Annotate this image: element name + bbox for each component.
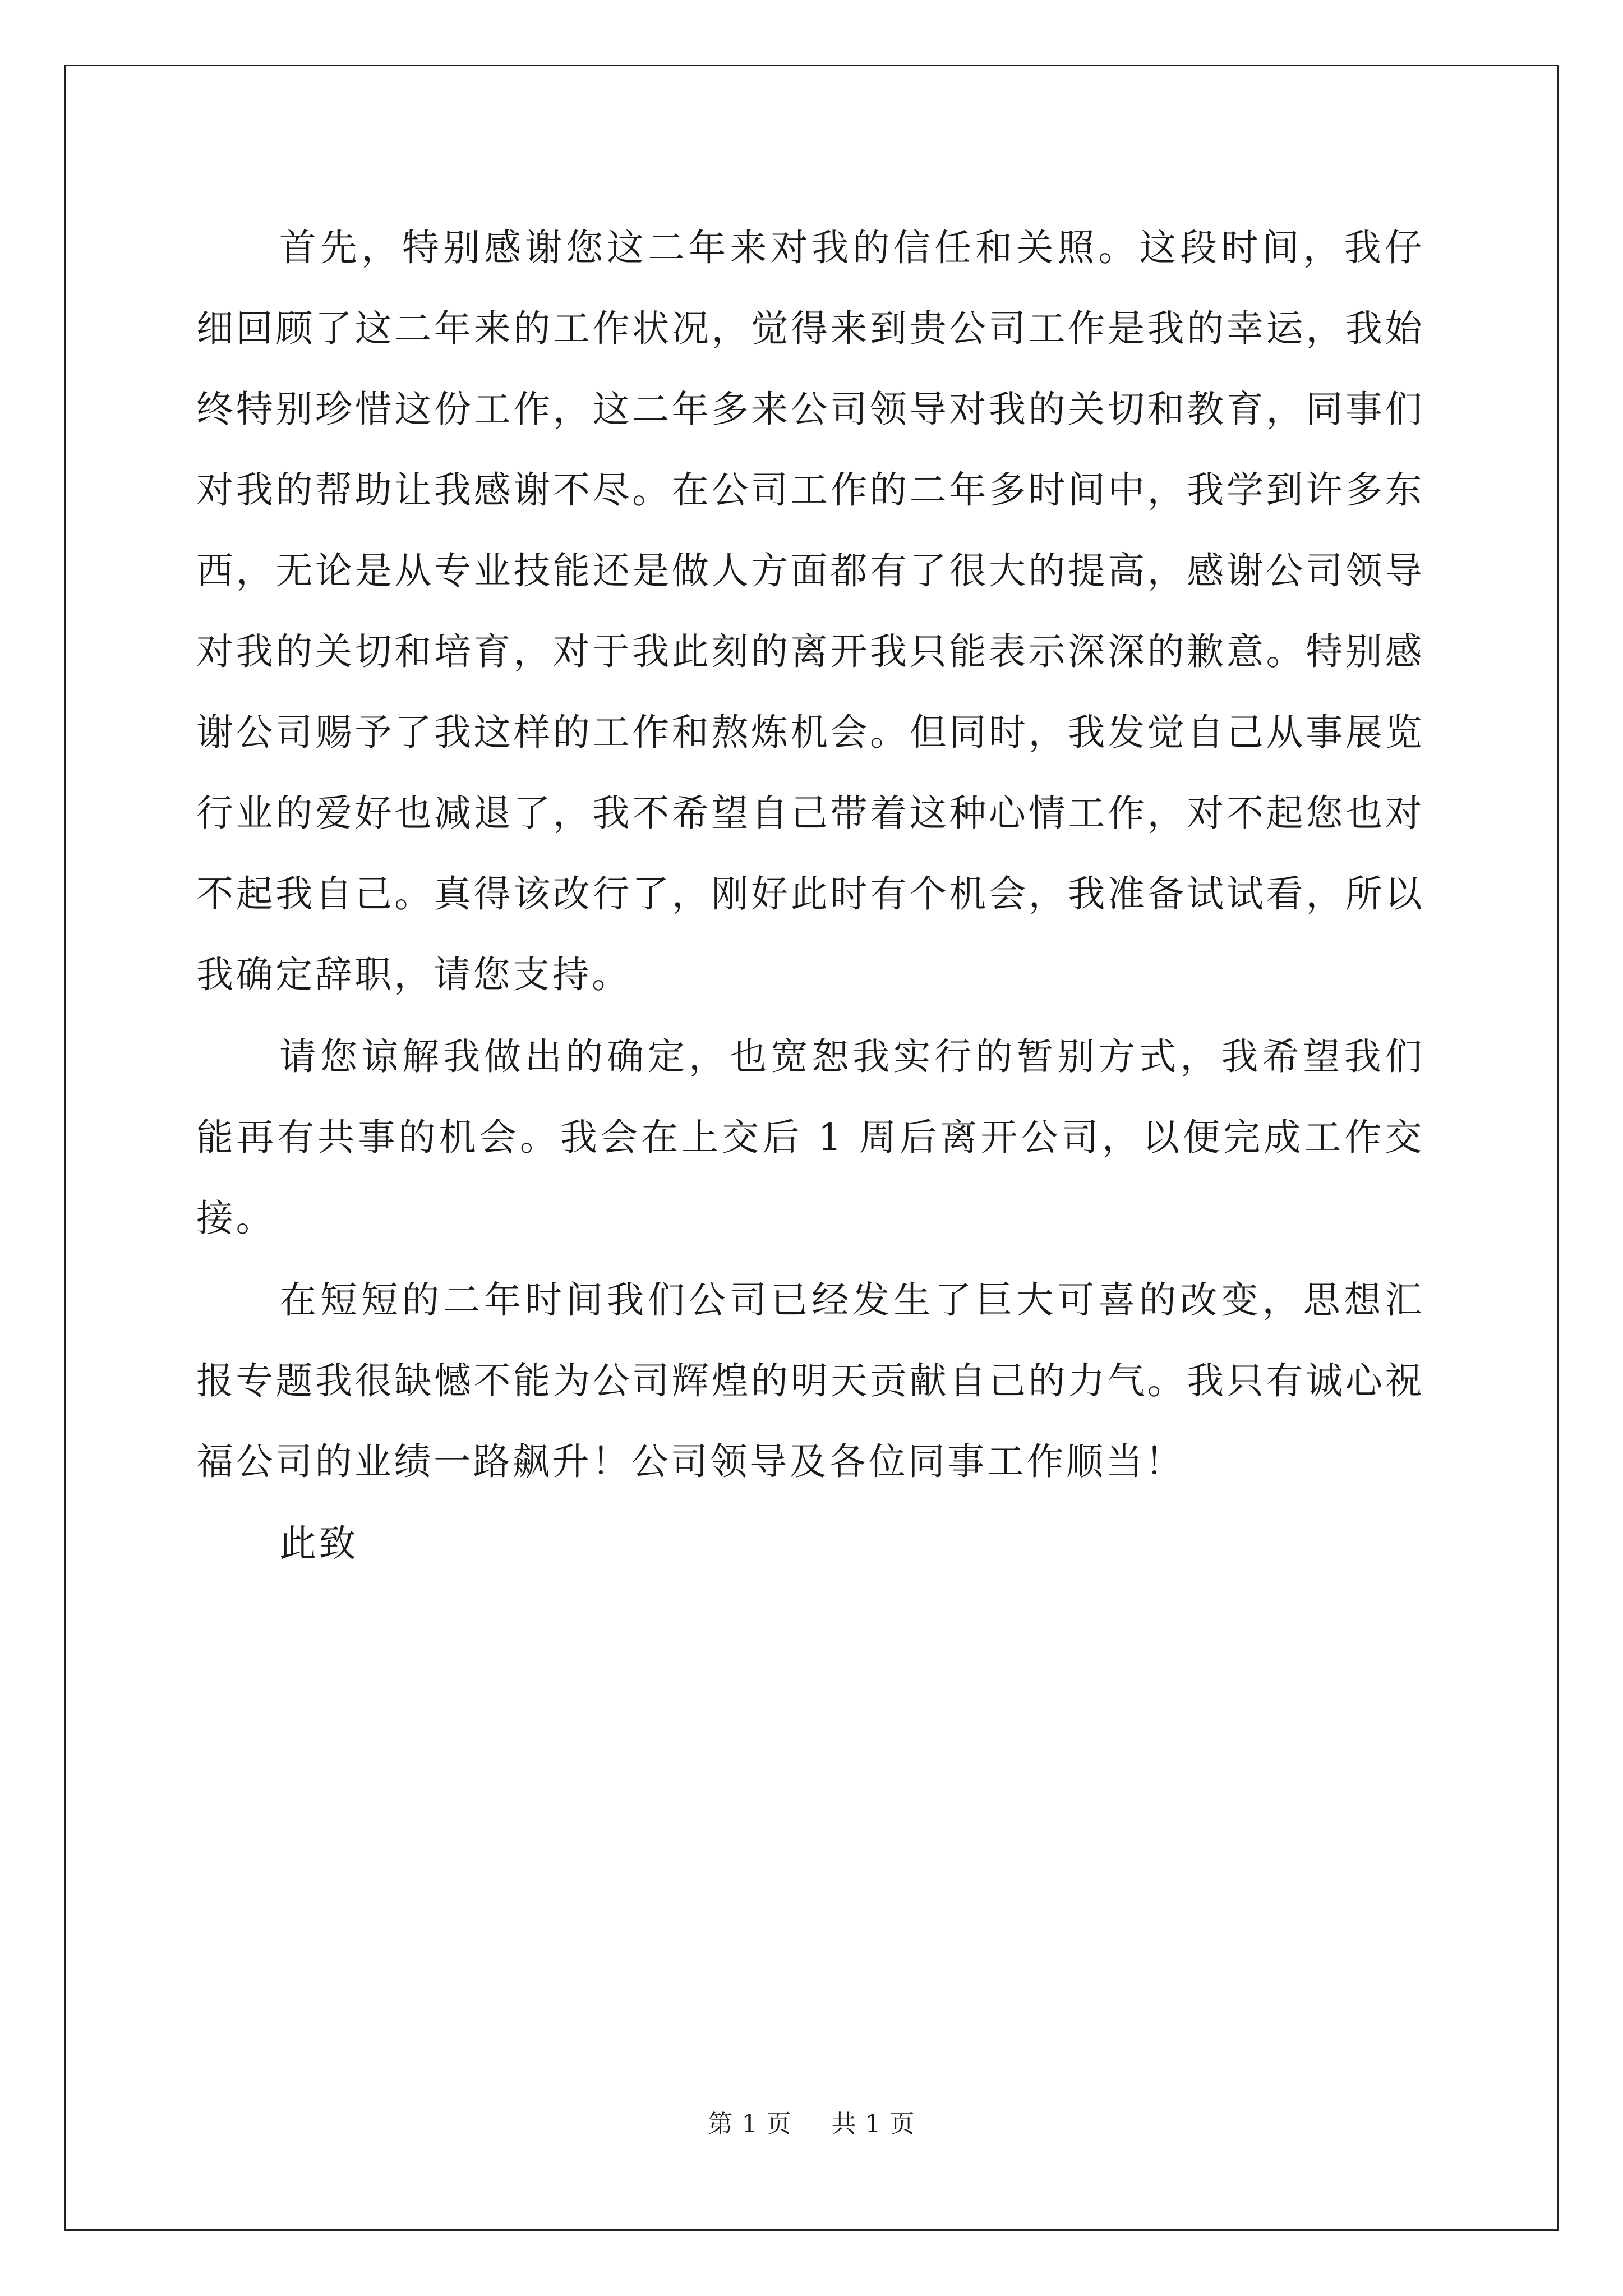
- page-number: 第 1 页: [708, 2110, 792, 2138]
- page-footer: [0, 2104, 1623, 2139]
- document-body: [196, 208, 1424, 1585]
- paragraph-3: 在短短的二年时间我们公司已经发生了巨大可喜的改变，思想汇报专题我很缺憾不能为公司辉煌的明天贡献自己的力气。我只有诚心祝福公司的业绩一路飙升！公司领导及各位同事工作顺当！: [196, 1278, 1424, 1483]
- paragraph-1: 首先，特别感谢您这二年来对我的信任和关照。这段时间，我仔细回顾了这二年来的工作状况，觉得来到贵公司工作是我的幸运，我始终特别珍惜这份工作，这二年多来公司领导对我的关切和教育，同事们对我的帮助让我感谢不尽。在公司工作的二年多时间中，我学到许多东西，无论是从专业技能还是做人方面都有了很大的提高，感谢公司领导对我的关切和培育，对于我此刻的离开我只能表示深深的歉意。特别感谢公司赐予了我这样的工作和熬炼机会。但同时，我发觉自己从事展览行业的爱好也减退了，我不希望自己带着这种心情工作，对不起您也对不起我自己。真得该改行了，刚好此时有个机会，我准备试试看，所以我确定辞职，请您支持。: [196, 226, 1424, 996]
- paragraph-2: 请您谅解我做出的确定，也宽恕我实行的暂别方式，我希望我们能再有共事的机会。我会在上交后 1 周后离开公司，以便完成工作交接。: [196, 1035, 1424, 1240]
- page-total: 共 1 页: [831, 2110, 915, 2138]
- closing-salutation: 此致: [279, 1522, 358, 1565]
